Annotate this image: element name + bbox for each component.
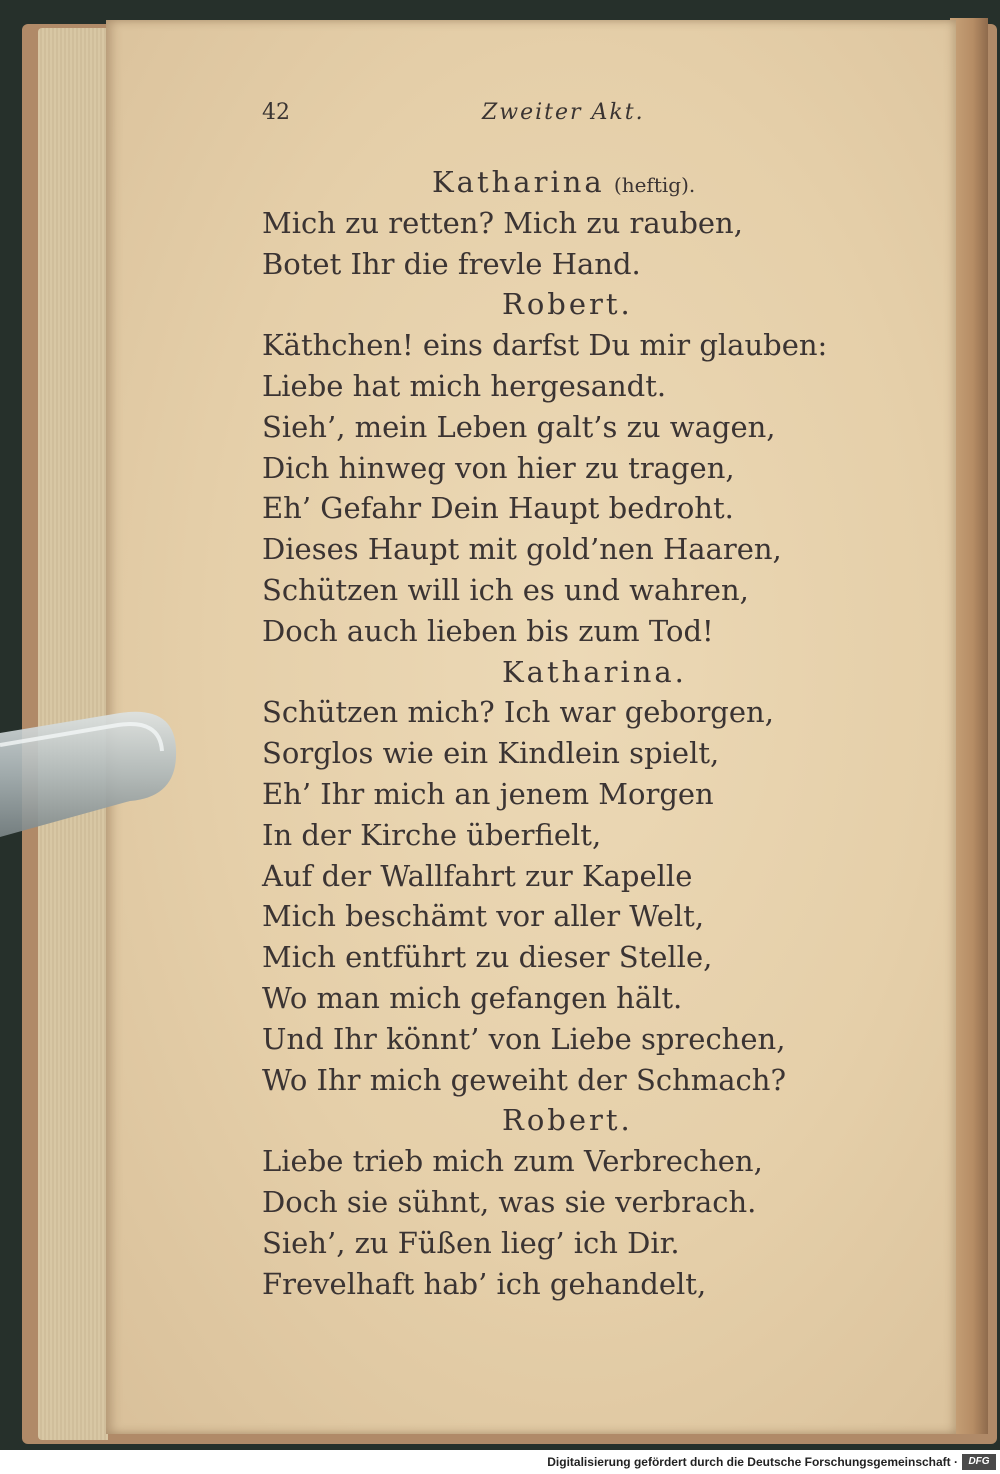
- verse-line: Botet Ihr die frevle Hand.: [262, 246, 641, 281]
- speaker-line: [262, 162, 822, 203]
- verse-line: Eh’ Gefahr Dein Haupt bedroht.: [262, 491, 734, 526]
- verse-line: Mich beschämt vor aller Welt,: [262, 899, 705, 934]
- speaker-name: Robert.: [502, 1103, 633, 1138]
- digitization-footer: [0, 1450, 1000, 1474]
- speaker-name: Robert.: [502, 287, 633, 322]
- verse-line: Auf der Wallfahrt zur Kapelle: [262, 858, 693, 893]
- verse-line: Liebe trieb mich zum Verbrechen,: [262, 1144, 763, 1179]
- verse-line: Sieh’, zu Füßen lieg’ ich Dir.: [262, 1225, 680, 1260]
- verse-line: Sorglos wie ein Kindlein spielt,: [262, 736, 720, 771]
- verse-line: Wo Ihr mich geweiht der Schmach?: [262, 1062, 787, 1097]
- verse-line: Sieh’, mein Leben galt’s zu wagen,: [262, 409, 776, 444]
- running-title: Zweiter Akt.: [482, 100, 645, 125]
- verse-line: Schützen mich? Ich war geborgen,: [262, 695, 774, 730]
- verse-line: Dich hinweg von hier zu tragen,: [262, 450, 735, 485]
- dfg-logo: DFG: [962, 1454, 996, 1470]
- speaker-name: Katharina: [432, 165, 605, 199]
- verse-line: Frevelhaft hab’ ich gehandelt,: [262, 1266, 707, 1301]
- stage-direction: (heftig).: [613, 173, 696, 197]
- verse-line: Schützen will ich es und wahren,: [262, 572, 749, 607]
- verse-line: Eh’ Ihr mich an jenem Morgen: [262, 776, 714, 811]
- verse-line: Mich zu retten? Mich zu rauben,: [262, 205, 743, 240]
- speaker-line: [262, 284, 822, 325]
- verse-text-block: [262, 162, 828, 1304]
- speaker-line: [262, 1100, 822, 1141]
- verse-line: Dieses Haupt mit gold’nen Haaren,: [262, 532, 782, 567]
- verse-line: Doch sie sühnt, was sie verbrach.: [262, 1184, 757, 1219]
- page-clip-icon: [0, 705, 180, 865]
- verse-line: Käthchen! eins darfst Du mir glauben:: [262, 328, 828, 363]
- verse-line: In der Kirche überfielt,: [262, 817, 602, 852]
- page-number: 42: [262, 100, 290, 125]
- speaker-name: Katharina.: [502, 654, 687, 689]
- speaker-line: [262, 652, 822, 693]
- verse-line: Mich entführt zu dieser Stelle,: [262, 940, 713, 975]
- verse-line: Doch auch lieben bis zum Tod!: [262, 613, 714, 648]
- verse-line: Liebe hat mich hergesandt.: [262, 368, 667, 403]
- page-header: [262, 100, 662, 132]
- verse-line: Wo man mich gefangen hält.: [262, 980, 683, 1015]
- verse-line: Und Ihr könnt’ von Liebe sprechen,: [262, 1021, 786, 1056]
- footer-credit: Digitalisierung gefördert durch die Deutsche Forschungsgemeinschaft ·: [547, 1455, 958, 1469]
